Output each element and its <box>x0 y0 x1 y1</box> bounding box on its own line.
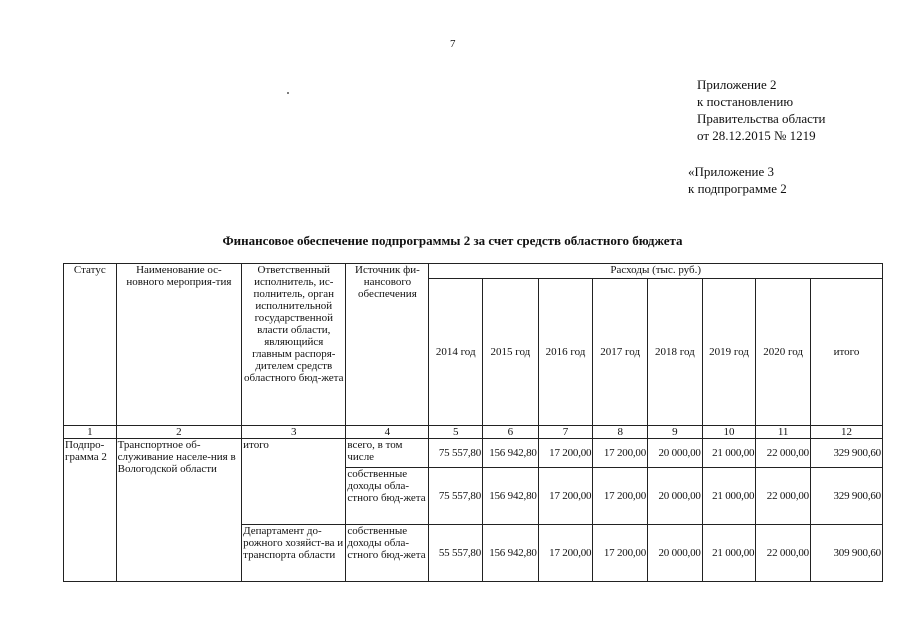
column-number: 3 <box>242 426 346 439</box>
appendix-note-sub <box>688 163 787 197</box>
appendix-line: к постановлению <box>697 94 794 109</box>
table-row <box>64 439 883 468</box>
value-cell: 22 000,00 <box>756 525 811 582</box>
source-cell: собственные доходы обла-стного бюд-жета <box>346 525 429 582</box>
header-name: Наименование ос-новного мероприя-тия <box>116 264 242 426</box>
activity-name-cell: Транспортное об-служивание населе-ния в Вологодской области <box>116 439 242 582</box>
header-year: 2014 год <box>429 279 483 426</box>
value-cell: 156 942,80 <box>483 468 539 525</box>
column-number: 1 <box>64 426 117 439</box>
value-cell: 75 557,80 <box>429 439 483 468</box>
appendix-line: «Приложение 3 <box>688 164 775 179</box>
value-cell: 17 200,00 <box>538 525 593 582</box>
executor-cell: итого <box>242 439 346 525</box>
scan-speck <box>287 92 289 94</box>
value-cell: 22 000,00 <box>756 439 811 468</box>
page-number: 7 <box>450 38 456 50</box>
value-cell: 17 200,00 <box>538 468 593 525</box>
executor-cell: Департамент до-рожного хозяйст-ва и транспорта области <box>242 525 346 582</box>
appendix-line: к подпрограмме 2 <box>688 181 787 196</box>
column-number: 9 <box>648 426 703 439</box>
value-cell: 17 200,00 <box>593 439 648 468</box>
column-number: 6 <box>483 426 539 439</box>
source-cell: всего, в том числе <box>346 439 429 468</box>
column-number: 11 <box>756 426 811 439</box>
value-cell: 21 000,00 <box>702 439 756 468</box>
appendix-note-main <box>697 76 826 144</box>
header-year: 2018 год <box>648 279 703 426</box>
value-cell: 20 000,00 <box>648 468 703 525</box>
total-cell: 329 900,60 <box>810 439 882 468</box>
source-cell: собственные доходы обла-стного бюд-жета <box>346 468 429 525</box>
column-number: 7 <box>538 426 593 439</box>
value-cell: 20 000,00 <box>648 525 703 582</box>
header-status: Статус <box>64 264 117 426</box>
value-cell: 17 200,00 <box>593 468 648 525</box>
total-cell: 309 900,60 <box>810 525 882 582</box>
finance-table <box>63 263 883 582</box>
column-number: 5 <box>429 426 483 439</box>
column-number-row <box>64 426 883 439</box>
header-total: итого <box>810 279 882 426</box>
appendix-line: Правительства области <box>697 111 826 126</box>
header-executor: Ответственный исполнитель, ис-полнитель, орган исполнительной государственной власти области, являющийся главным распоря-дителем средств областного бюд-жета <box>242 264 346 426</box>
value-cell: 55 557,80 <box>429 525 483 582</box>
column-number: 4 <box>346 426 429 439</box>
header-year: 2015 год <box>483 279 539 426</box>
column-number: 2 <box>116 426 242 439</box>
value-cell: 156 942,80 <box>483 439 539 468</box>
value-cell: 156 942,80 <box>483 525 539 582</box>
status-cell: Подпро-грамма 2 <box>64 439 117 582</box>
value-cell: 17 200,00 <box>593 525 648 582</box>
appendix-line: Приложение 2 <box>697 77 777 92</box>
header-source: Источник фи-нансового обеспечения <box>346 264 429 426</box>
header-year: 2019 год <box>702 279 756 426</box>
value-cell: 75 557,80 <box>429 468 483 525</box>
document-title: Финансовое обеспечение подпрограммы 2 за счет средств областного бюджета <box>222 233 683 248</box>
header-year: 2017 год <box>593 279 648 426</box>
header-expenses: Расходы (тыс. руб.) <box>429 264 883 279</box>
header-year: 2016 год <box>538 279 593 426</box>
header-year: 2020 год <box>756 279 811 426</box>
total-cell: 329 900,60 <box>810 468 882 525</box>
value-cell: 20 000,00 <box>648 439 703 468</box>
column-number: 10 <box>702 426 756 439</box>
appendix-line: от 28.12.2015 № 1219 <box>697 128 816 143</box>
value-cell: 17 200,00 <box>538 439 593 468</box>
value-cell: 21 000,00 <box>702 468 756 525</box>
value-cell: 22 000,00 <box>756 468 811 525</box>
column-number: 8 <box>593 426 648 439</box>
value-cell: 21 000,00 <box>702 525 756 582</box>
column-number: 12 <box>810 426 882 439</box>
